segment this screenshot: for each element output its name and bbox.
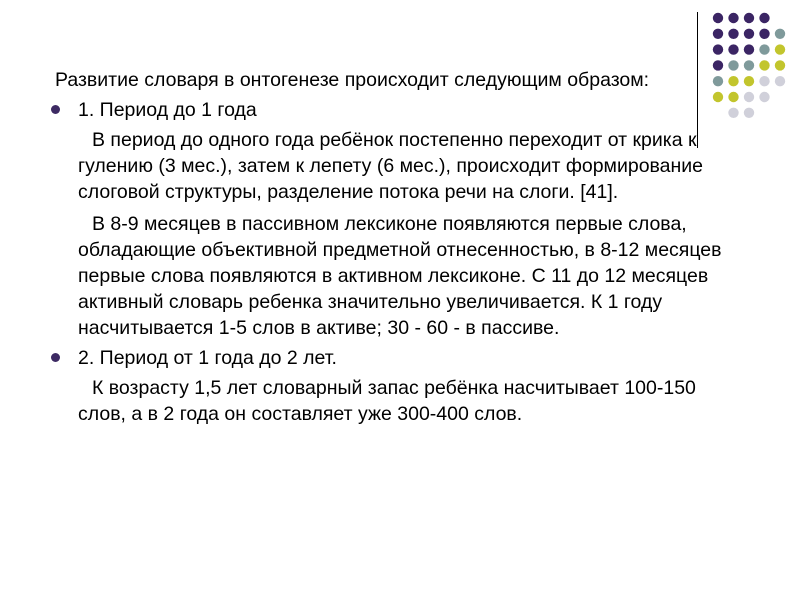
decorative-dot — [728, 29, 738, 39]
decorative-dot — [759, 76, 769, 86]
bullet-dot — [51, 353, 60, 362]
decorative-dot — [744, 92, 754, 102]
period-1-item — [55, 97, 745, 123]
decorative-dot — [728, 13, 738, 23]
period-1-heading: 1. Период до 1 года — [78, 99, 257, 121]
decorative-dot — [728, 44, 738, 54]
period-1-paragraph-2: В 8-9 месяцев в пассивном лексиконе появляются первые слова, обладающие объективной предметной отнесенностью, в 8-12 месяцев первые слова появляются в активном лексиконе. С 11 до 12 месяцев активный словарь ребенка значительно увеличивается. К 1 году насчитывается 1-5 слов в активе; 30 - 60 - в пассиве. — [78, 213, 722, 339]
decorative-dot — [744, 29, 754, 39]
period-2-heading: 2. Период от 1 года до 2 лет. — [78, 347, 337, 369]
decorative-dot — [713, 29, 723, 39]
decorative-dot — [713, 13, 723, 23]
decorative-dot — [744, 44, 754, 54]
decorative-dot — [775, 44, 785, 54]
intro-block — [55, 67, 745, 93]
decorative-dot — [759, 60, 769, 70]
period-2-paragraph-1: К возрасту 1,5 лет словарный запас ребёнка насчитывает 100-150 слов, а в 2 года он составляет уже 300-400 слов. — [78, 377, 696, 425]
decorative-dot — [775, 60, 785, 70]
slide-content — [55, 67, 745, 427]
decorative-dot — [713, 44, 723, 54]
decorative-dot — [744, 60, 754, 70]
bullet-dot — [51, 105, 60, 114]
decorative-dot — [775, 76, 785, 86]
period-1-paragraph-1: В период до одного года ребёнок постепенно переходит от крика к гулению (3 мес.), затем к лепету (6 мес.), происходит формирование слоговой структуры, разделение потока речи на слоги. [41]. — [78, 129, 704, 203]
decorative-dot — [759, 29, 769, 39]
decorative-dot — [775, 29, 785, 39]
decorative-dot — [759, 13, 769, 23]
decorative-dot — [744, 76, 754, 86]
decorative-dot — [744, 108, 754, 118]
period-2-item — [55, 345, 745, 371]
decorative-dot — [744, 13, 754, 23]
decorative-dot — [759, 44, 769, 54]
intro-text: Развитие словаря в онтогенезе происходит следующим образом: — [55, 69, 650, 91]
decorative-dot — [759, 92, 769, 102]
